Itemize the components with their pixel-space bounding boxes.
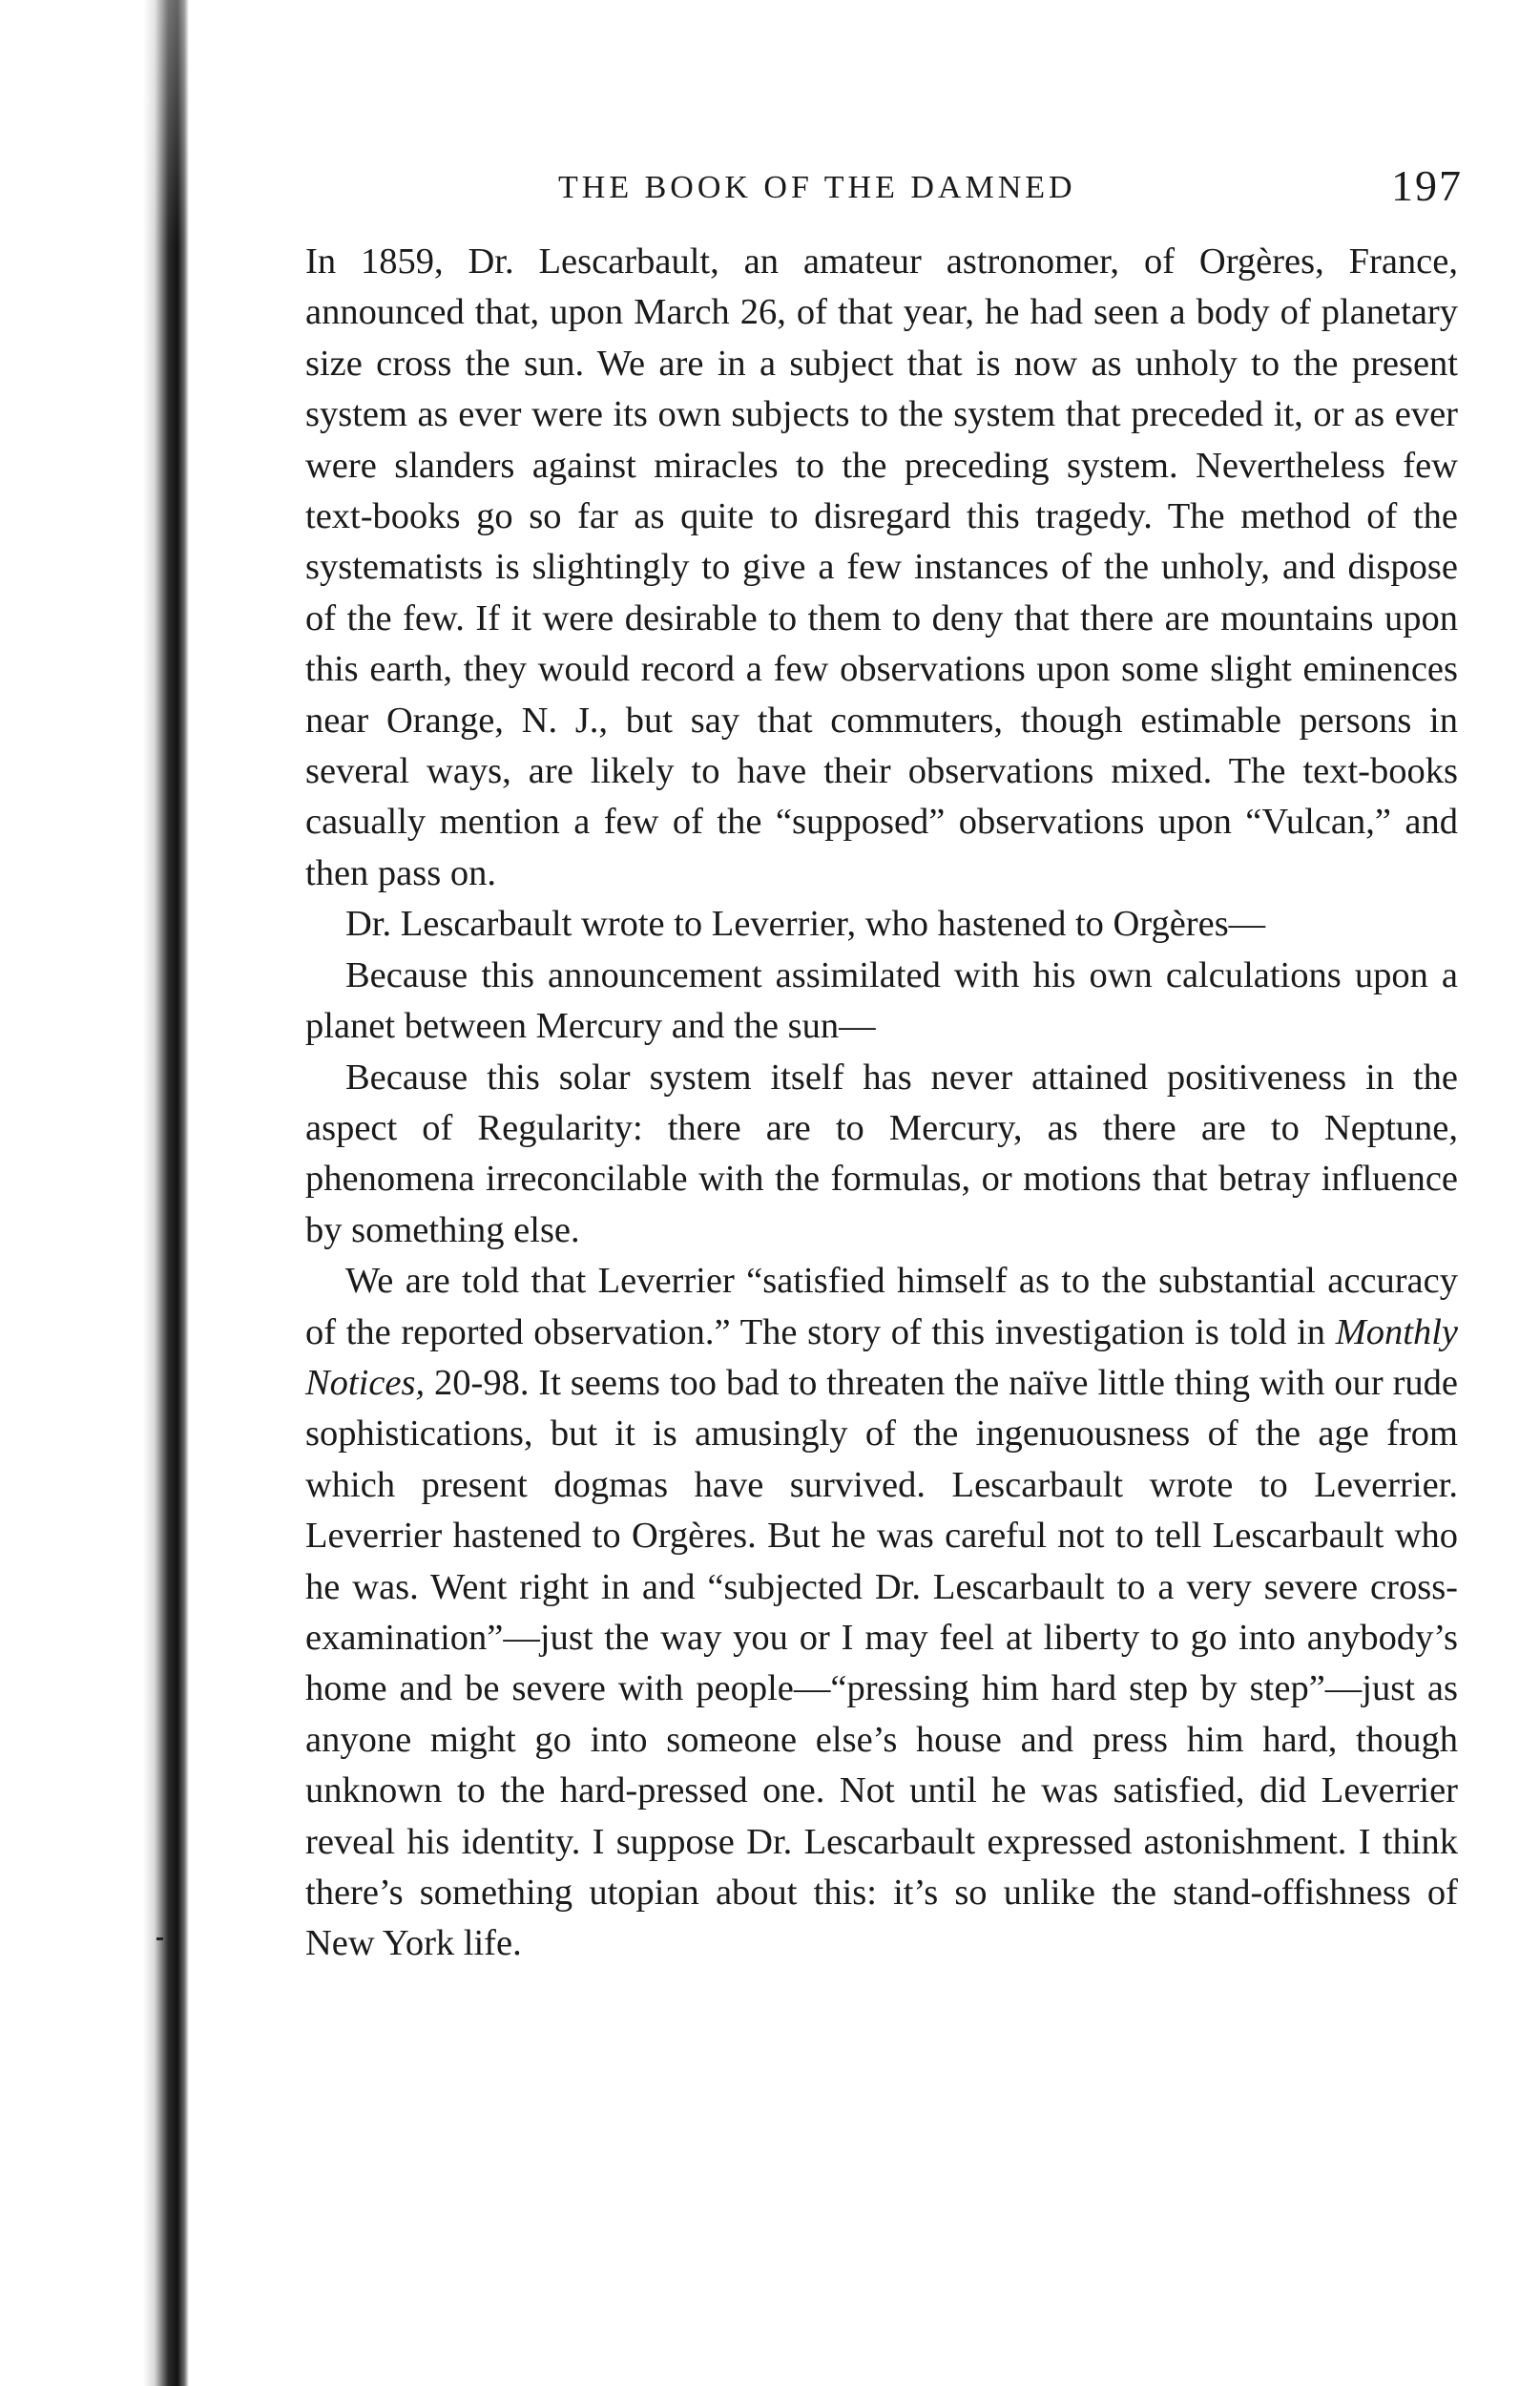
paragraph-2: Dr. Lescarbault wrote to Leverrier, who hastened to Orgères—: [345, 904, 1266, 945]
running-head: [305, 160, 1463, 218]
page-number: 197: [1391, 161, 1463, 210]
paragraph-5: [305, 1256, 1458, 1970]
running-head-title: THE BOOK OF THE DAMNED: [558, 170, 1076, 205]
paragraph-5-lead: We are told that Leverrier “satisfied himself as to the substantial accuracy of the reported observation.” The story of this investigation is told in: [305, 1261, 1458, 1352]
body-text: [305, 237, 1458, 1970]
journal-title: Monthly Notices,: [305, 1311, 1458, 1403]
binding-gutter-shadow: [143, 0, 189, 2386]
paragraph-1: In 1859, Dr. Lescarbault, an amateur astronomer, of Orgères, France, announced that, upon March 26, of that year, he had seen a body of planetary size cross the sun. We are in a subject that is now as unholy to the present system as ever were its own subjects to the system that preceded it, or as ever were slanders against miracles to the preceding system. Nevertheless few text-books go so far as quite to disregard this tragedy. The method of the systematists is slightingly to give a few instances of the unholy, and dispose of the few. If it were desirable to them to deny that there are mountains upon this earth, they would record a few observations upon some slight eminences near Orange, N. J., but say that commuters, though estimable persons in several ways, are likely to have their observations mixed. The text-books casually mention a few of the “supposed” observations upon “Vulcan,” and then pass on.: [305, 241, 1458, 893]
binding-gutter-fade: [143, 0, 189, 248]
scan-speck: [156, 1937, 163, 1940]
paragraph-3: Because this announcement assimilated with his own calculations upon a planet between Mercury and the sun—: [305, 954, 1458, 1047]
paragraph-5-rest: 20-98. It seems too bad to threaten the naïve little thing with our rude sophistications, but it is amusingly of the ingenuousness of the age from which present dogmas have survived. Lescarbault wrote to Leverrier. Leverrier hastened to Orgères. But he was careful not to tell Lescarbault who he was. Went right in and “subjected Dr. Lescarbault to a very severe cross-examination”—just the way you or I may feel at liberty to go into anybody’s home and be severe with people—“pressing him hard step by step”—just as anyone might go into someone else’s house and press him hard, though unknown to the hard-pressed one. Not until he was satisfied, did Leverrier reveal his identity. I suppose Dr. Lescarbault expressed astonishment. I think there’s something utopian about this: it’s so unlike the stand-offishness of New York life.: [305, 1362, 1458, 1964]
paragraph-4: Because this solar system itself has never attained positiveness in the aspect of Regularity: there are to Mercury, as there are to Neptune, phenomena irreconcilable with the formulas, or motions that betray influence by something else.: [305, 1057, 1458, 1250]
